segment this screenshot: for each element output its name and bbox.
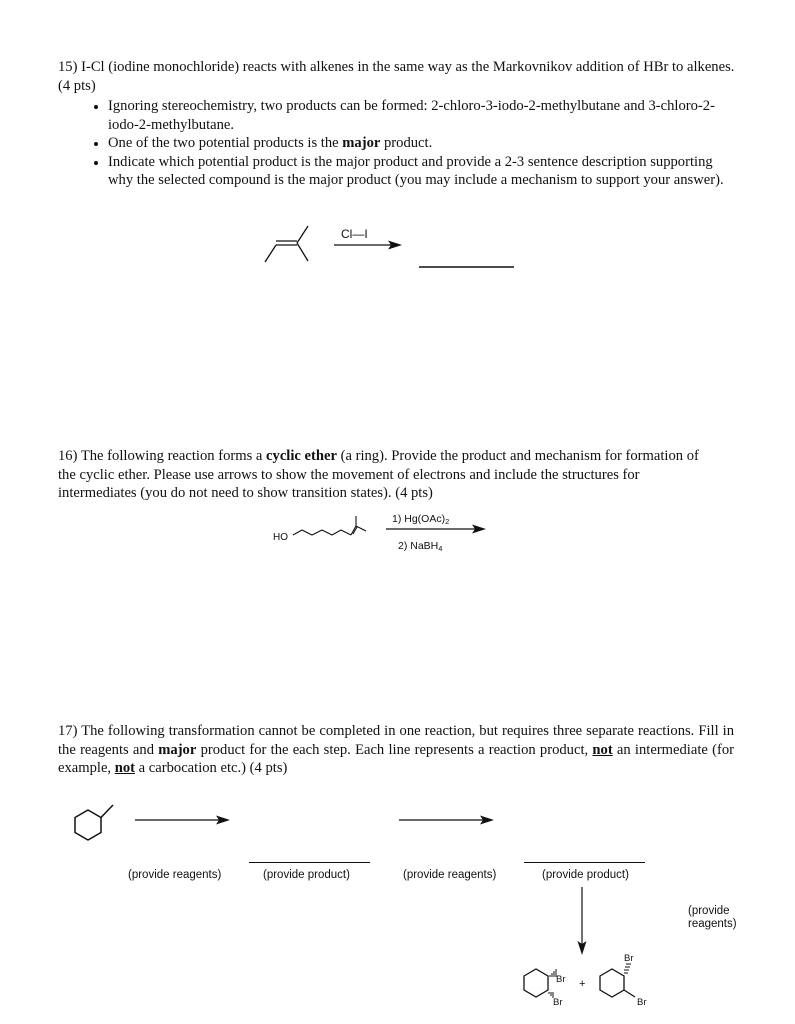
- q15-bullet-1: • Ignoring stereochemistry, two products can be formed: 2-chloro-3-iodo-2-methylbutane and 3-chloro-2-iodo-2-methylbutane.: [108, 97, 738, 134]
- q17-prompt: 17) The following transformation cannot be completed in one reaction, but requires three separate reactions. Fill in the reagents and major product for the each step. Each line represents a reaction product, not an intermediate (for example, not a carbocation etc.) (4 pts): [58, 723, 734, 776]
- q16-ho-label: HO: [273, 532, 288, 543]
- q17-arrow-down: [578, 887, 587, 955]
- q16-reaction-arrow: [386, 525, 486, 534]
- q17-arrow-2: [399, 816, 494, 825]
- q17-label-reagents-1: (provide reagents): [128, 869, 222, 881]
- q15-bullet-3: • Indicate which potential product is the major product and provide a 2-3 sentence description supporting why the selected compound is the major product (you may include a mechanism to support your answer).: [108, 153, 738, 190]
- q17-label-product-1: (provide product): [263, 869, 350, 881]
- q16-reagent-1: 1) Hg(OAc)2: [392, 513, 450, 526]
- q16-substrate-structure: [293, 516, 366, 535]
- q17-product-dibromide-2: [600, 969, 635, 997]
- q16-reagent-2: 2) NaBH4: [398, 540, 443, 553]
- q17-arrow-1: [135, 816, 230, 825]
- q17-br-label-1: Br: [556, 974, 566, 985]
- q17-hashed-bond-3: [624, 964, 631, 973]
- q17-br-label-2: Br: [553, 997, 563, 1008]
- q17-starting-material: [75, 805, 113, 840]
- q17-br-label-3: Br: [624, 953, 634, 964]
- q15-reaction-arrow: [334, 241, 402, 250]
- q17-label-reagents-2: (provide reagents): [403, 869, 497, 881]
- q17-br-label-4: Br: [637, 997, 647, 1008]
- q17-product-line-1[interactable]: [249, 862, 370, 863]
- q17-label-product-2: (provide product): [542, 869, 629, 881]
- q17-product-line-2[interactable]: [524, 862, 645, 863]
- q15-prompt: 15) I-Cl (iodine monochloride) reacts with alkenes in the same way as the Markovnikov addition of HBr to alkenes. (4 pts): [58, 59, 735, 94]
- q17-product-dibromide-1: [524, 969, 548, 997]
- q17-label-reagents-3: (provide reagents): [688, 905, 737, 930]
- q17-plus-sign: +: [579, 978, 586, 990]
- q15-bullet-2: • One of the two potential products is the major product.: [108, 134, 738, 153]
- q16-prompt: 16) The following reaction forms a cyclic ether (a ring). Provide the product and mechanism for formation of the cyclic ether. Please use arrows to show the movement of electrons and include the structures for intermediates (you do not need to show transition states). (4 pts): [58, 448, 699, 501]
- question-17: [58, 722, 734, 778]
- q15-reagent-label: Cl—I: [341, 227, 368, 241]
- q15-alkene-structure: [265, 226, 308, 262]
- question-16: [58, 447, 718, 503]
